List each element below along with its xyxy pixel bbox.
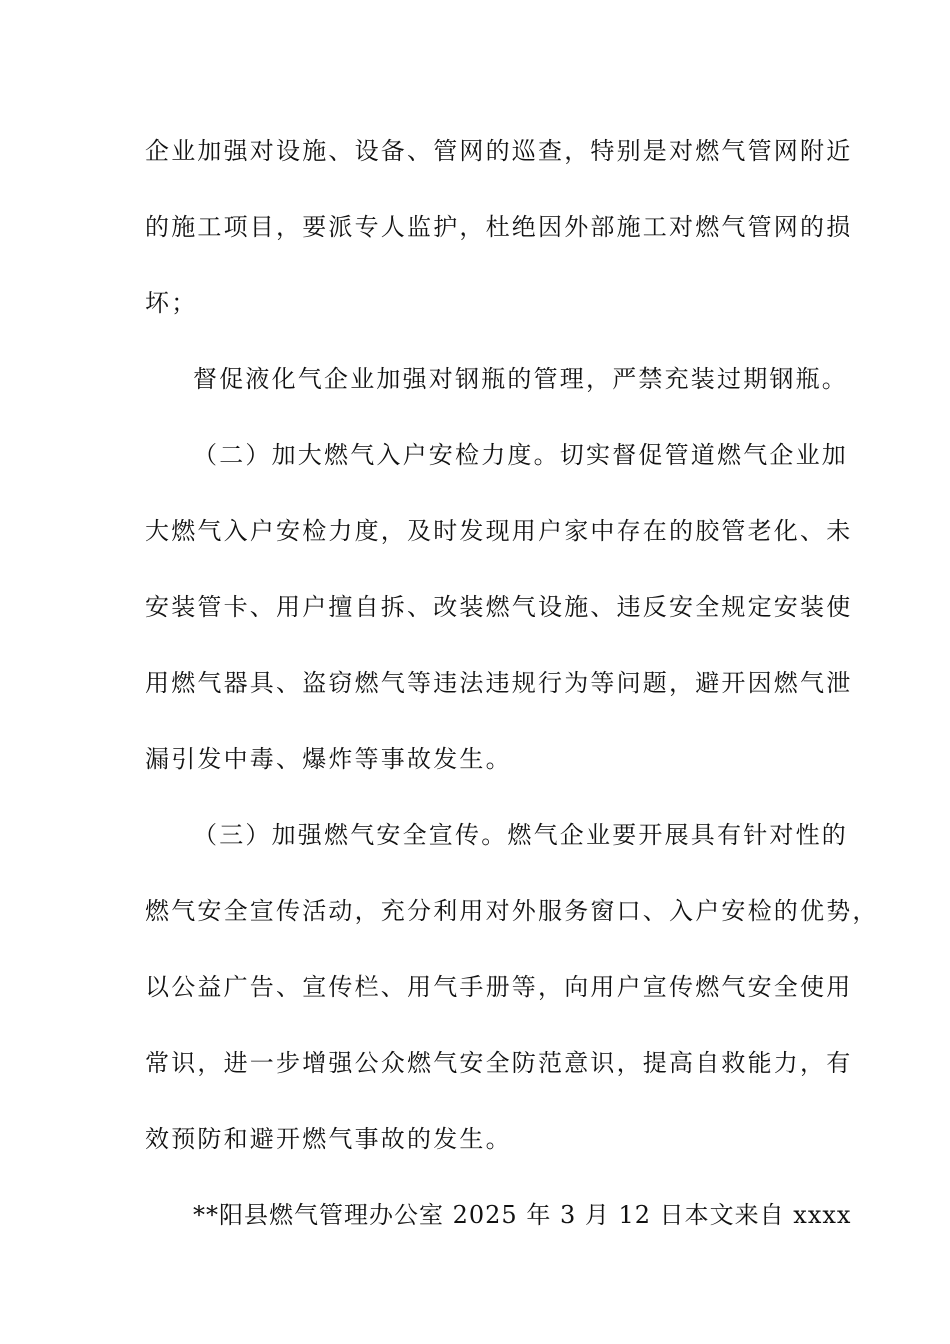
text-line: 燃气安全宣传活动，充分利用对外服务窗口、入户安检的优势，	[145, 897, 879, 925]
text-line: 漏引发中毒、爆炸等事故发生。	[145, 745, 512, 773]
text-line: （二）加大燃气入户安检力度。切实督促管道燃气企业加	[193, 441, 848, 469]
text-line: 坏；	[145, 289, 198, 317]
text-line: 用燃气器具、盗窃燃气等违法违规行为等问题，避开因燃气泄	[145, 669, 853, 697]
text-line: 以公益广告、宣传栏、用气手册等，向用户宣传燃气安全使用	[145, 973, 853, 1001]
text-line: 安装管卡、用户擅自拆、改装燃气设施、违反安全规定安装使	[145, 593, 853, 621]
text-line: 效预防和避开燃气事故的发生。	[145, 1125, 512, 1153]
document-footer: **阳县燃气管理办公室 2025 年 3 月 12 日本文来自 xxxx	[193, 1201, 852, 1229]
text-line: 的施工项目，要派专人监护，杜绝因外部施工对燃气管网的损	[145, 213, 853, 241]
text-line: 大燃气入户安检力度，及时发现用户家中存在的胶管老化、未	[145, 517, 853, 545]
text-line: 企业加强对设施、设备、管网的巡查，特别是对燃气管网附近	[145, 137, 853, 165]
text-line: 督促液化气企业加强对钢瓶的管理，严禁充装过期钢瓶。	[193, 365, 848, 393]
text-line: （三）加强燃气安全宣传。燃气企业要开展具有针对性的	[193, 821, 848, 849]
text-line: 常识，进一步增强公众燃气安全防范意识，提高自救能力，有	[145, 1049, 853, 1077]
